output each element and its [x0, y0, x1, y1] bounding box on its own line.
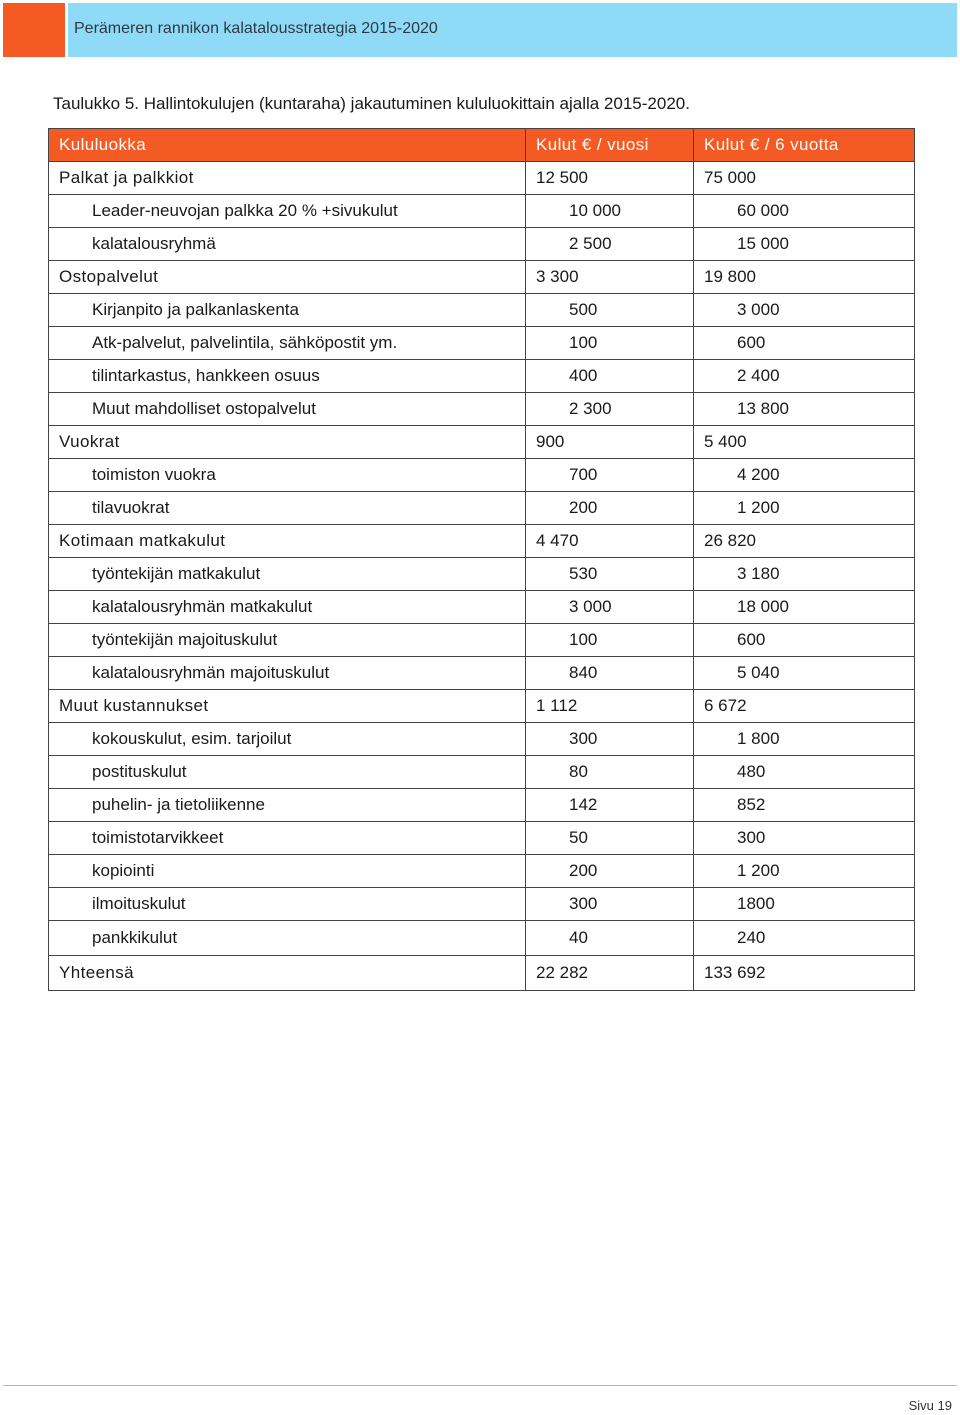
item-label: Leader-neuvojan palkka 20 % +sivukulut: [49, 195, 526, 228]
table-caption: Taulukko 5. Hallintokulujen (kuntaraha) jakautuminen kululuokittain ajalla 2015-2020.: [53, 94, 690, 113]
cost-per-year: 3 000: [526, 591, 694, 624]
cost-per-year: 40: [526, 921, 694, 956]
cost-six-years: 600: [694, 624, 915, 657]
item-label: kopiointi: [49, 855, 526, 888]
table-row: [49, 195, 915, 228]
cost-six-years: 18 000: [694, 591, 915, 624]
table-row: [49, 657, 915, 690]
cost-per-year: 100: [526, 327, 694, 360]
item-label: postituskulut: [49, 756, 526, 789]
item-label: toimistotarvikkeet: [49, 822, 526, 855]
cost-per-year: 1 112: [526, 690, 694, 723]
item-label: kalatalousryhmä: [49, 228, 526, 261]
category-label: Ostopalvelut: [49, 261, 526, 294]
item-label: työntekijän matkakulut: [49, 558, 526, 591]
cost-per-year: 4 470: [526, 525, 694, 558]
cost-per-year: 300: [526, 723, 694, 756]
item-label: kalatalousryhmän matkakulut: [49, 591, 526, 624]
cost-per-year: 200: [526, 855, 694, 888]
table-row: [49, 624, 915, 657]
cost-six-years: 480: [694, 756, 915, 789]
footer-divider: [3, 1385, 957, 1386]
cost-six-years: 3 000: [694, 294, 915, 327]
table-category-row: [49, 956, 915, 991]
cost-per-year: 22 282: [526, 956, 694, 991]
cost-six-years: 3 180: [694, 558, 915, 591]
table-row: [49, 855, 915, 888]
cost-six-years: 75 000: [694, 162, 915, 195]
table-row: [49, 459, 915, 492]
cost-six-years: 1 200: [694, 855, 915, 888]
cost-per-year: 2 500: [526, 228, 694, 261]
cost-six-years: 6 672: [694, 690, 915, 723]
table-row: [49, 360, 915, 393]
cost-six-years: 300: [694, 822, 915, 855]
cost-table: [48, 128, 915, 991]
column-header-six-years: Kulut € / 6 vuotta: [694, 129, 915, 162]
cost-six-years: 4 200: [694, 459, 915, 492]
cost-six-years: 5 400: [694, 426, 915, 459]
item-label: työntekijän majoituskulut: [49, 624, 526, 657]
table-row: [49, 921, 915, 956]
cost-per-year: 900: [526, 426, 694, 459]
cost-six-years: 13 800: [694, 393, 915, 426]
cost-per-year: 10 000: [526, 195, 694, 228]
cost-per-year: 530: [526, 558, 694, 591]
document-title: Perämeren rannikon kalatalousstrategia 2015-2020: [74, 20, 438, 37]
cost-six-years: 1800: [694, 888, 915, 921]
cost-six-years: 852: [694, 789, 915, 822]
table-category-row: [49, 525, 915, 558]
cost-per-year: 840: [526, 657, 694, 690]
category-label: Kotimaan matkakulut: [49, 525, 526, 558]
column-header-category: Kululuokka: [49, 129, 526, 162]
header-accent-block: [3, 3, 65, 57]
category-label: Palkat ja palkkiot: [49, 162, 526, 195]
cost-six-years: 133 692: [694, 956, 915, 991]
cost-six-years: 1 800: [694, 723, 915, 756]
page-header: [0, 0, 960, 58]
cost-six-years: 15 000: [694, 228, 915, 261]
cost-per-year: 50: [526, 822, 694, 855]
cost-six-years: 26 820: [694, 525, 915, 558]
table-category-row: [49, 261, 915, 294]
category-label: Muut kustannukset: [49, 690, 526, 723]
cost-six-years: 60 000: [694, 195, 915, 228]
item-label: toimiston vuokra: [49, 459, 526, 492]
table-row: [49, 756, 915, 789]
cost-per-year: 3 300: [526, 261, 694, 294]
table-row: [49, 393, 915, 426]
cost-per-year: 2 300: [526, 393, 694, 426]
cost-per-year: 100: [526, 624, 694, 657]
table-row: [49, 888, 915, 921]
table-row: [49, 492, 915, 525]
table-row: [49, 228, 915, 261]
cost-per-year: 700: [526, 459, 694, 492]
table-category-row: [49, 690, 915, 723]
category-label: Vuokrat: [49, 426, 526, 459]
table-body: [49, 162, 915, 991]
item-label: tilavuokrat: [49, 492, 526, 525]
cost-per-year: 142: [526, 789, 694, 822]
item-label: Muut mahdolliset ostopalvelut: [49, 393, 526, 426]
cost-per-year: 80: [526, 756, 694, 789]
category-label: Yhteensä: [49, 956, 526, 991]
cost-per-year: 200: [526, 492, 694, 525]
cost-six-years: 2 400: [694, 360, 915, 393]
table-header-row: [49, 129, 915, 162]
cost-six-years: 1 200: [694, 492, 915, 525]
column-header-per-year: Kulut € / vuosi: [526, 129, 694, 162]
table-category-row: [49, 426, 915, 459]
cost-six-years: 600: [694, 327, 915, 360]
cost-six-years: 240: [694, 921, 915, 956]
item-label: ilmoituskulut: [49, 888, 526, 921]
item-label: puhelin- ja tietoliikenne: [49, 789, 526, 822]
page-number: Sivu 19: [908, 1398, 952, 1413]
table-row: [49, 822, 915, 855]
cost-per-year: 400: [526, 360, 694, 393]
item-label: pankkikulut: [49, 921, 526, 956]
cost-per-year: 12 500: [526, 162, 694, 195]
item-label: tilintarkastus, hankkeen osuus: [49, 360, 526, 393]
table-category-row: [49, 162, 915, 195]
item-label: kalatalousryhmän majoituskulut: [49, 657, 526, 690]
header-title-band: [68, 3, 957, 57]
table-row: [49, 294, 915, 327]
table-row: [49, 723, 915, 756]
item-label: kokouskulut, esim. tarjoilut: [49, 723, 526, 756]
item-label: Atk-palvelut, palvelintila, sähköpostit ym.: [49, 327, 526, 360]
table-row: [49, 327, 915, 360]
cost-six-years: 5 040: [694, 657, 915, 690]
cost-per-year: 500: [526, 294, 694, 327]
cost-per-year: 300: [526, 888, 694, 921]
cost-six-years: 19 800: [694, 261, 915, 294]
item-label: Kirjanpito ja palkanlaskenta: [49, 294, 526, 327]
table-row: [49, 591, 915, 624]
table-row: [49, 558, 915, 591]
table-row: [49, 789, 915, 822]
